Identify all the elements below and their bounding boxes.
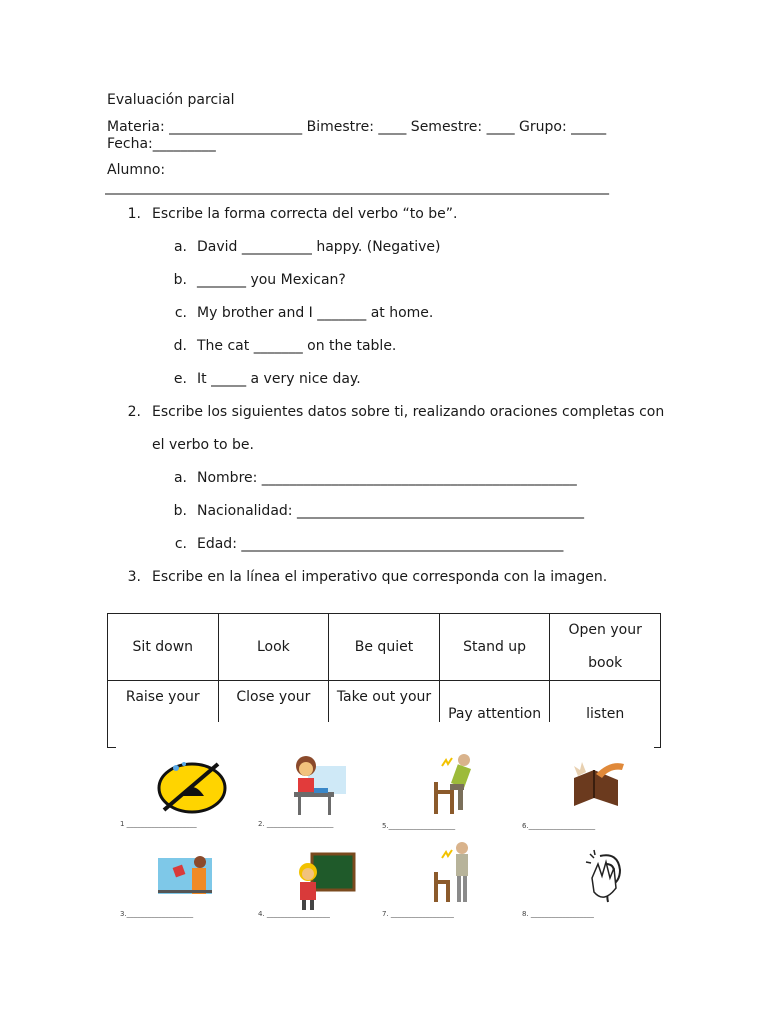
question-text-cont: el verbo to be.: [152, 437, 254, 453]
answer-line-3: 3.___________________: [120, 910, 194, 918]
table-cell: Take out your: [329, 681, 440, 748]
item-letter: a.: [173, 239, 187, 255]
table-cell: Look: [218, 614, 329, 681]
hand-opening-book-icon: [566, 756, 628, 812]
item-letter: a.: [173, 470, 187, 486]
table-cell: Be quiet: [329, 614, 440, 681]
student-line: ________________________________________________________________________: [105, 179, 609, 195]
table-cell: Open your book: [550, 614, 661, 681]
hand-at-ear-listen-icon: [584, 848, 632, 908]
item-letter: c.: [174, 305, 187, 321]
table-cell: Raise your: [108, 681, 219, 748]
exercise-item: _______ you Mexican?: [197, 272, 346, 288]
table-cell: listen: [550, 681, 661, 748]
table-cell: Stand up: [439, 614, 550, 681]
question-number: 1.: [127, 206, 141, 222]
exercise-item: My brother and I _______ at home.: [197, 305, 434, 321]
table-cell: Pay attention: [439, 681, 550, 748]
question-number: 3.: [127, 569, 141, 585]
item-letter: e.: [173, 371, 187, 387]
age-field: Edad: ______________________________________________: [197, 536, 564, 552]
exercise-item: It _____ a very nice day.: [197, 371, 361, 387]
page-title: Evaluación parcial: [107, 92, 235, 108]
table-cell: Close your: [218, 681, 329, 748]
answer-line-4: 4. __________________: [258, 910, 330, 918]
table-cell: Sit down: [108, 614, 219, 681]
answer-line-8: 8. __________________: [522, 910, 594, 918]
quiet-face-icon: [154, 756, 230, 816]
info-line: Materia: ___________________ Bimestre: ____ Semestre: ____ Grupo: _____: [107, 119, 607, 135]
person-sitting-down-icon: [428, 752, 484, 816]
table-row: [108, 614, 661, 681]
item-letter: c.: [174, 536, 187, 552]
name-field: Nombre: _____________________________________________: [197, 470, 577, 486]
exercise-item: David __________ happy. (Negative): [197, 239, 441, 255]
picture-grid: [116, 722, 654, 944]
question-text: Escribe la forma correcta del verbo “to be”.: [152, 206, 458, 222]
item-letter: b.: [173, 503, 187, 519]
student-at-desk-icon: [286, 752, 348, 818]
answer-line-6: 6.___________________: [522, 822, 596, 830]
answer-line-5: 5.___________________: [382, 822, 456, 830]
item-letter: b.: [173, 272, 187, 288]
student-label: Alumno:: [107, 162, 166, 178]
nationality-field: Nacionalidad: _________________________________________: [197, 503, 584, 519]
date-line: Fecha:_________: [107, 136, 216, 152]
exercise-item: The cat _______ on the table.: [197, 338, 397, 354]
question-text: Escribe en la línea el imperativo que corresponda con la imagen.: [152, 569, 608, 585]
answer-line-1: 1 ____________________: [120, 820, 197, 828]
answer-line-2: 2. ___________________: [258, 820, 334, 828]
teacher-at-board-icon: [156, 852, 216, 908]
item-letter: d.: [173, 338, 187, 354]
question-number: 2.: [127, 404, 141, 420]
girl-at-chalkboard-icon: [292, 852, 356, 912]
answer-line-7: 7. __________________: [382, 910, 454, 918]
person-standing-up-icon: [428, 838, 484, 908]
question-text: Escribe los siguientes datos sobre ti, realizando oraciones completas con: [152, 404, 665, 420]
